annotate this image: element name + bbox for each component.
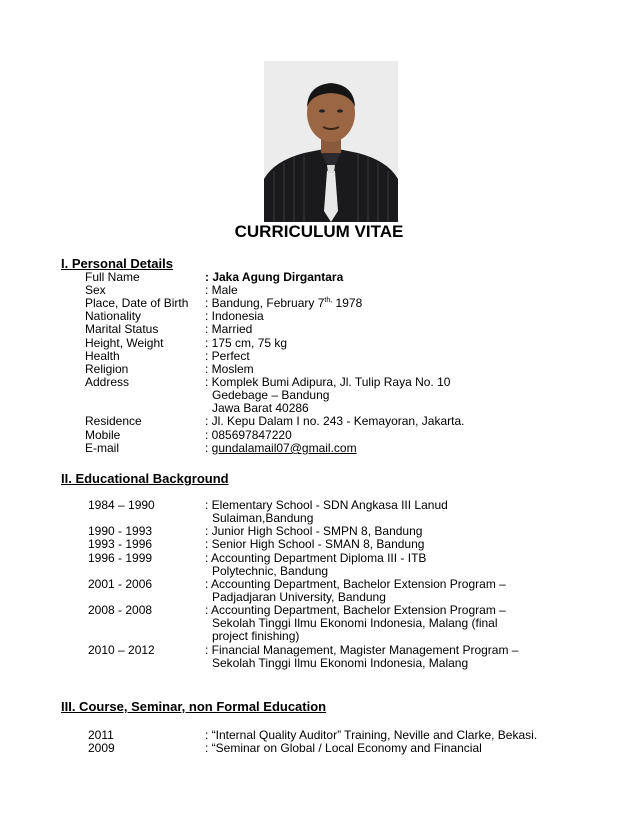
address-line-2: Gedebage – Bandung xyxy=(212,388,330,402)
education-detail: : Accounting Department Diploma III - ITB xyxy=(205,551,427,565)
education-detail: : Junior High School - SMPN 8, Bandung xyxy=(205,524,423,538)
field-label: Sex xyxy=(85,283,106,297)
personal-row-marital xyxy=(0,323,638,336)
education-detail-cont: project finishing) xyxy=(212,629,300,643)
field-value: : Jl. Kepu Dalam I no. 243 - Kemayoran, Jakarta. xyxy=(205,414,465,428)
field-label: Residence xyxy=(85,414,142,428)
field-label: Full Name xyxy=(85,270,140,284)
education-detail-cont: Sekolah Tinggi Ilmu Ekonomi Indonesia, Malang xyxy=(212,656,469,670)
education-years: 2008 - 2008 xyxy=(88,603,153,617)
education-detail-cont: Padjadjaran University, Bandung xyxy=(212,590,386,604)
field-label: Religion xyxy=(85,362,129,376)
education-detail: : Senior High School - SMAN 8, Bandung xyxy=(205,537,425,551)
address-line-3: Jawa Barat 40286 xyxy=(212,401,309,415)
education-detail-cont: Sekolah Tinggi Ilmu Ekonomi Indonesia, Malang (final xyxy=(212,616,498,630)
section-heading-education: II. Educational Background xyxy=(61,471,229,486)
field-value: : Moslem xyxy=(205,362,254,376)
education-years: 1984 – 1990 xyxy=(88,498,155,512)
education-years: 1990 - 1993 xyxy=(88,524,153,538)
personal-row-residence xyxy=(0,415,638,428)
education-detail: : Accounting Department, Bachelor Extension Program – xyxy=(205,577,506,591)
education-years: 1996 - 1999 xyxy=(88,551,153,565)
field-value: : Married xyxy=(205,322,253,336)
field-value: : Komplek Bumi Adipura, Jl. Tulip Raya No. 10 xyxy=(205,375,451,389)
education-row xyxy=(0,538,638,551)
course-detail: : “Internal Quality Auditor” Training, Neville and Clarke, Bekasi. xyxy=(205,728,538,742)
field-value: : 085697847220 xyxy=(205,428,292,442)
field-value: : 175 cm, 75 kg xyxy=(205,336,288,350)
field-value: : Male xyxy=(205,283,238,297)
course-year: 2011 xyxy=(88,728,114,742)
email-prefix: : xyxy=(205,441,212,455)
course-detail: : “Seminar on Global / Local Economy and Financial xyxy=(205,741,482,755)
field-label: Nationality xyxy=(85,309,142,323)
education-detail-cont: Sulaiman,Bandung xyxy=(212,511,314,525)
field-label: E-mail xyxy=(85,441,120,455)
education-years: 2001 - 2006 xyxy=(88,577,153,591)
education-row xyxy=(0,499,638,512)
field-value: : Indonesia xyxy=(205,309,264,323)
field-value: : Perfect xyxy=(205,349,250,363)
section-heading-personal: I. Personal Details xyxy=(61,256,173,271)
field-label: Marital Status xyxy=(85,322,159,336)
field-value xyxy=(205,442,357,455)
birth-value-suffix: th, xyxy=(324,297,333,304)
email-link[interactable]: gundalamail07@gmail.com xyxy=(211,441,357,455)
document-title: CURRICULUM VITAE xyxy=(234,222,404,241)
field-label: Height, Weight xyxy=(85,336,164,350)
personal-row-email xyxy=(0,442,638,455)
education-detail: : Accounting Department, Bachelor Extension Program – xyxy=(205,603,506,617)
birth-value-main: : Bandung, February 7 xyxy=(205,296,325,310)
education-detail: : Elementary School - SDN Angkasa III Lanud xyxy=(205,498,448,512)
education-detail-cont: Polytechnic, Bandung xyxy=(212,564,329,578)
course-year: 2009 xyxy=(88,741,115,755)
field-label: Place, Date of Birth xyxy=(85,296,189,310)
education-years: 1993 - 1996 xyxy=(88,537,153,551)
field-label: Mobile xyxy=(85,428,121,442)
education-years: 2010 – 2012 xyxy=(88,643,155,657)
field-label: Health xyxy=(85,349,120,363)
section-heading-courses: III. Course, Seminar, non Formal Education xyxy=(61,699,327,714)
education-detail: : Financial Management, Magister Management Program – xyxy=(205,643,519,657)
profile-photo xyxy=(264,61,398,222)
birth-value-year: 1978 xyxy=(332,296,363,310)
field-value: : Jaka Agung Dirgantara xyxy=(205,270,344,284)
course-row xyxy=(0,742,638,755)
field-label: Address xyxy=(85,375,130,389)
